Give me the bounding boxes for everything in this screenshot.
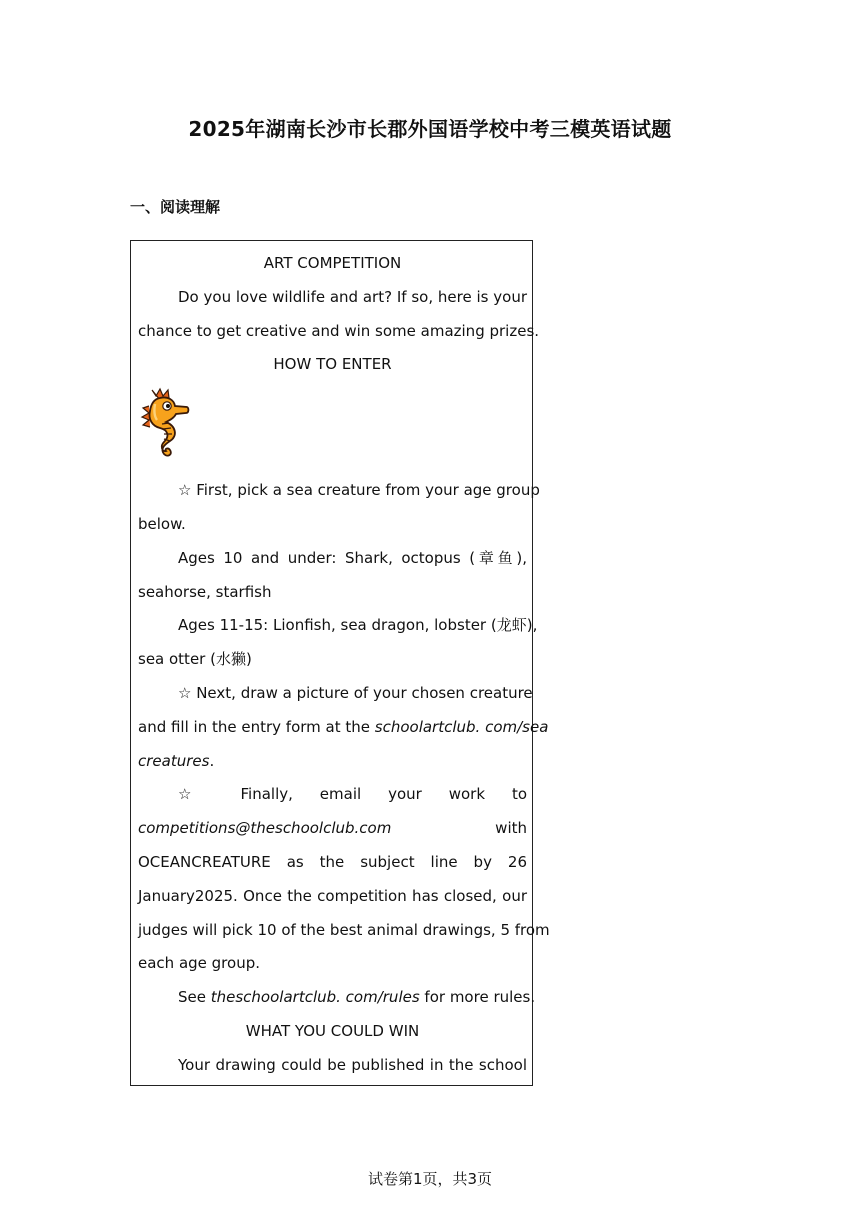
- heading-art-competition: ART COMPETITION: [263, 254, 402, 272]
- url-text: schoolartclub. com/sea: [374, 717, 549, 736]
- line-text: with: [495, 819, 527, 838]
- seahorse-icon: [138, 386, 194, 462]
- line-text: .: [209, 751, 215, 770]
- paragraph-line: ☆ First, pick a sea creature from your age group: [178, 481, 540, 500]
- line-text: and fill in the entry form at the: [138, 717, 375, 736]
- paragraph-line: [138, 711, 549, 745]
- paragraph-line: Ages 11-15: Lionfish, sea dragon, lobster (龙虾),: [178, 616, 538, 635]
- paragraph-line: [138, 778, 527, 812]
- url-text: theschoolartclub. com/rules: [210, 988, 420, 1007]
- page-footer: 试卷第1页，共3页: [367, 1170, 493, 1188]
- paragraph-line: ☆ Next, draw a picture of your chosen creature: [178, 683, 533, 702]
- line-text: See: [178, 988, 211, 1007]
- paragraph-line: OCEANCREATURE as the subject line by 26: [138, 852, 527, 871]
- page-title: 2025年湖南长沙市长郡外国语学校中考三模英语试题: [188, 117, 672, 141]
- section-heading: 一、阅读理解: [130, 198, 221, 216]
- paragraph-line: seahorse, starfish: [138, 582, 272, 601]
- heading-what-you-could-win: WHAT YOU COULD WIN: [245, 1021, 420, 1040]
- paragraph-line: Ages 10 and under: Shark, octopus (章鱼),: [178, 548, 527, 567]
- line-text: ☆ Finally, email your work to: [178, 785, 527, 804]
- paragraph-line: each age group.: [138, 954, 260, 973]
- paragraph-line: [138, 981, 536, 1015]
- line-text: for more rules.: [419, 988, 536, 1007]
- paragraph-line: below.: [138, 514, 186, 533]
- paragraph-line: Do you love wildlife and art? If so, here is your: [178, 287, 527, 306]
- paragraph-line: [138, 745, 527, 779]
- url-text: creatures: [138, 751, 210, 770]
- paragraph-line: judges will pick 10 of the best animal drawings, 5 from: [138, 920, 550, 939]
- paragraph-line: chance to get creative and win some amazing prizes.: [138, 321, 540, 340]
- email-text: competitions@theschoolclub.com: [138, 819, 392, 838]
- passage-content: [138, 247, 550, 1083]
- heading-how-to-enter: HOW TO ENTER: [273, 355, 392, 374]
- paragraph-line: sea otter (水獭): [138, 650, 252, 669]
- paragraph-line: [138, 812, 527, 846]
- image-row: [138, 382, 527, 474]
- paragraph-line: Your drawing could be published in the school: [178, 1055, 527, 1074]
- passage-box: [130, 240, 550, 1086]
- paragraph-line: January2025. Once the competition has closed, our: [138, 886, 527, 905]
